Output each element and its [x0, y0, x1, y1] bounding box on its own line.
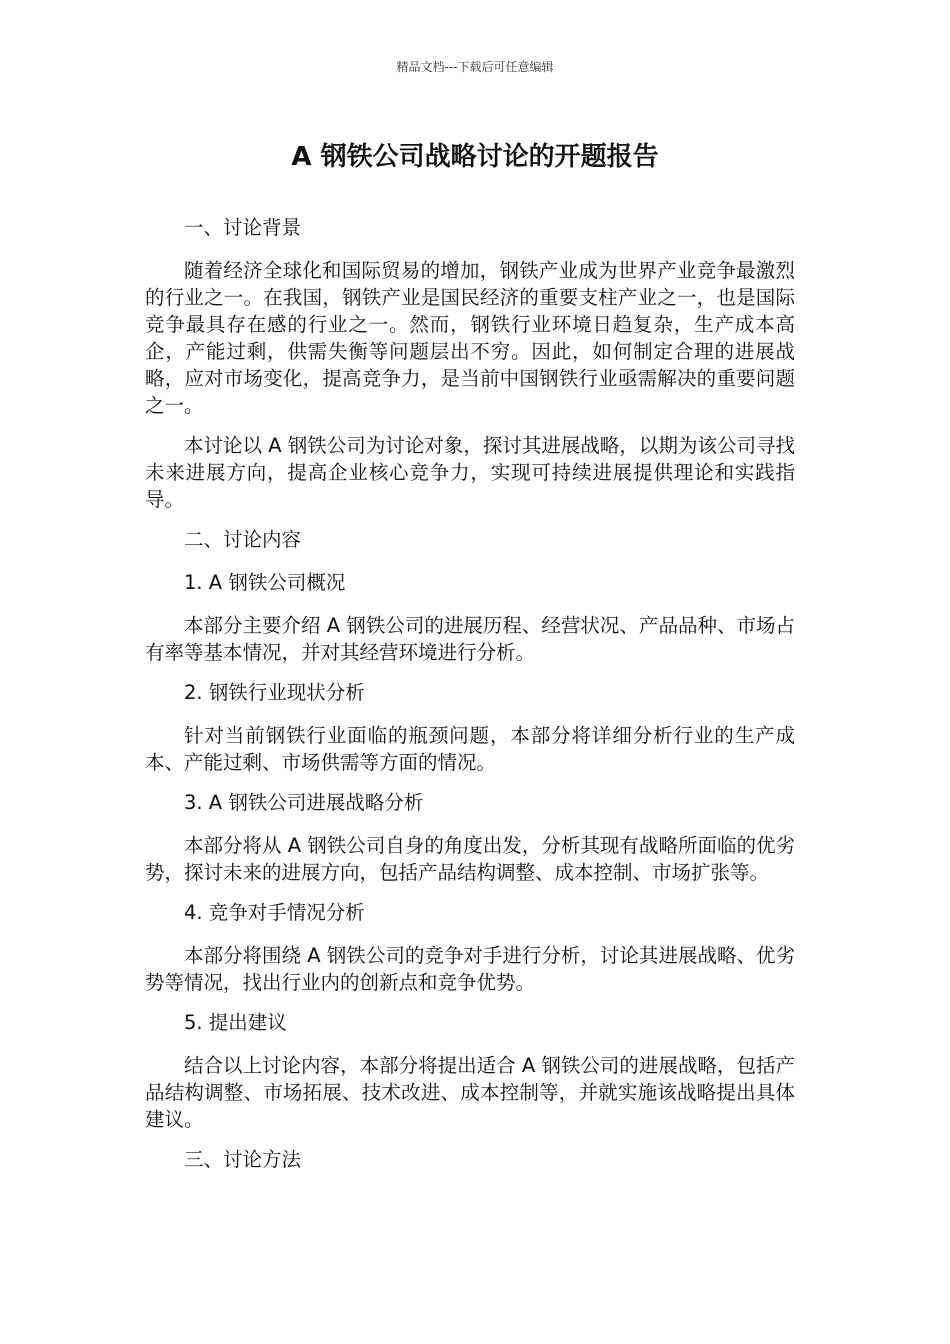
- section-heading-content: 二、讨论内容: [184, 528, 302, 551]
- paragraph-strategy-analysis: 本部分将从 A 钢铁公司自身的角度出发，分析其现有战略所面临的优劣势，探讨未来的进展方向，包括产品结构调整、成本控制、市场扩张等。: [145, 834, 795, 884]
- subheading-competitor-analysis: 4. 竞争对手情况分析: [184, 901, 365, 924]
- subheading-industry-status: 2. 钢铁行业现状分析: [184, 681, 365, 704]
- paragraph-suggestions: 结合以上讨论内容，本部分将提出适合 A 钢铁公司的进展战略，包括产品结构调整、市场拓展、技术改进、成本控制等，并就实施该战略提出具体建议。: [145, 1054, 795, 1131]
- document-body: [145, 214, 795, 1189]
- paragraph-background-1: 随着经济全球化和国际贸易的增加，钢铁产业成为世界产业竞争最激烈的行业之一。在我国，钢铁产业是国民经济的重要支柱产业之一，也是国际竞争最具存在感的行业之一。然而，钢铁行业环境日趋复杂，生产成本高企，产能过剩，供需失衡等问题层出不穷。因此，如何制定合理的进展战略，应对市场变化，提高竞争力，是当前中国钢铁行业亟需解决的重要问题之一。: [145, 259, 795, 417]
- paragraph-company-overview: 本部分主要介绍 A 钢铁公司的进展历程、经营状况、产品品种、市场占有率等基本情况，并对其经营环境进行分析。: [145, 614, 795, 664]
- subheading-strategy-analysis: 3. A 钢铁公司进展战略分析: [184, 791, 424, 814]
- document-title: A 钢铁公司战略讨论的开题报告: [291, 142, 659, 172]
- paragraph-background-2: 本讨论以 A 钢铁公司为讨论对象，探讨其进展战略，以期为该公司寻找未来进展方向，提高企业核心竞争力，实现可持续进展提供理论和实践指导。: [145, 434, 795, 511]
- header-note: 精品文档---下载后可任意编辑: [396, 60, 554, 74]
- section-heading-method: 三、讨论方法: [184, 1148, 302, 1171]
- paragraph-industry-status: 针对当前钢铁行业面临的瓶颈问题，本部分将详细分析行业的生产成本、产能过剩、市场供需等方面的情况。: [145, 724, 795, 774]
- subheading-company-overview: 1. A 钢铁公司概况: [184, 571, 346, 594]
- subheading-suggestions: 5. 提出建议: [184, 1011, 287, 1034]
- paragraph-competitor-analysis: 本部分将围绕 A 钢铁公司的竞争对手进行分析，讨论其进展战略、优劣势等情况，找出行业内的创新点和竞争优势。: [145, 944, 795, 994]
- section-heading-background: 一、讨论背景: [184, 216, 302, 239]
